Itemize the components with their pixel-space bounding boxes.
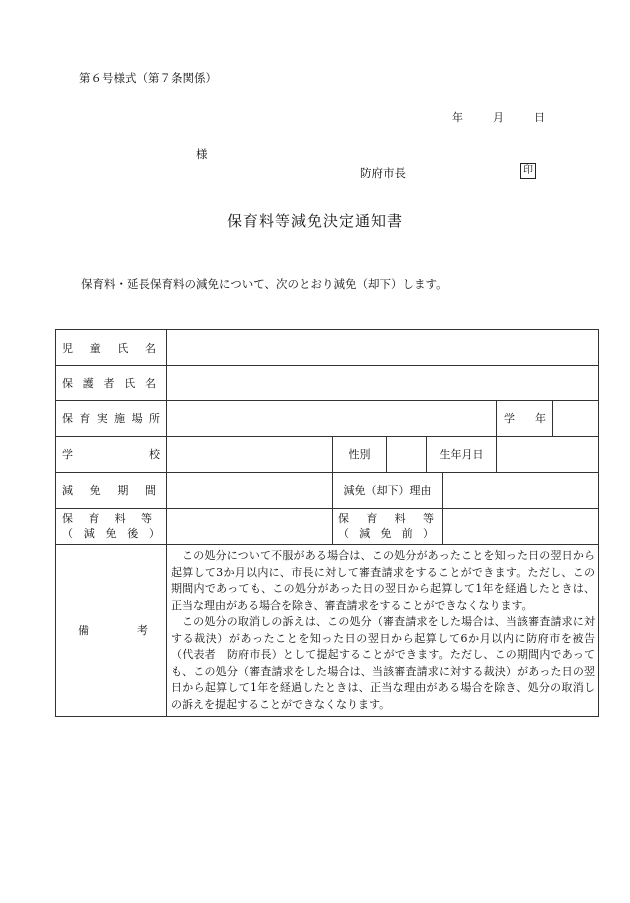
reason-value[interactable] [443, 472, 597, 508]
label-remarks: 備 考 [78, 624, 148, 637]
date-year-label: 年 [452, 111, 463, 124]
remarks-paragraph-appeal: この処分について不服がある場合は、この処分があったことを知った日の翌日から起算して3か月以内に、市長に対して審査請求をすることができます。ただし、この期間内であっても、この処分があった日の翌日から起算して1年を経過したときは、正当な理由がある場合を除き、審査請求をすることができなくなります。 [171, 549, 595, 612]
label-child-name: 児 童 氏 名 [62, 341, 156, 355]
label-facility: 保 育 実 施 場 所 [62, 412, 160, 425]
intro-sentence: 保育料・延長保育料の減免について、次のとおり減免（却下）します。 [81, 277, 448, 291]
label-school: 学 校 [62, 448, 160, 461]
label-fee-after: 保 育 料 等 （ 減 免 後 ） [62, 512, 160, 540]
date-line [452, 109, 545, 125]
remarks-text [171, 548, 595, 713]
fee-after-value[interactable] [167, 508, 331, 544]
facility-value[interactable] [167, 400, 495, 436]
issuer-name: 防府市長 [360, 166, 406, 180]
period-value[interactable] [167, 472, 331, 508]
label-grade: 学 年 [504, 412, 546, 425]
birthdate-value[interactable] [497, 436, 597, 472]
label-period: 減 免 期 間 [62, 484, 156, 497]
label-birthdate: 生年月日 [439, 448, 484, 461]
label-sex: 性別 [348, 448, 371, 461]
document-title: 保育料等減免決定通知書 [226, 212, 403, 230]
label-reason: 減免（却下）理由 [343, 484, 432, 497]
remarks-paragraph-lawsuit: この処分の取消しの訴えは、この処分（審査請求をした場合は、当該審査請求に対する裁決）があったことを知った日の翌日から起算して6か月以内に防府市を被告（代表者 防府市長）として提起することができます。ただし、この期間内であっても、この処分（審査請求をした場合は、当該審査請求に対する裁決）があった日の翌日から起算して1年を経過したときは、正当な理由がある場合を除き、処分の取消しの訴えを提起することができなくなります。 [171, 615, 595, 711]
sex-value[interactable] [387, 436, 425, 472]
form-number: 第６号様式（第７条関係） [79, 71, 217, 85]
seal-mark: 印 [520, 163, 536, 179]
date-month-label: 月 [493, 111, 504, 124]
label-guardian-name: 保 護 者 氏 名 [62, 376, 156, 390]
child-name-value[interactable] [167, 330, 597, 365]
school-value[interactable] [167, 436, 331, 472]
date-day-label: 日 [534, 111, 545, 124]
addressee-suffix: 様 [196, 147, 208, 161]
notice-table [55, 329, 599, 717]
fee-before-value[interactable] [443, 508, 597, 544]
label-fee-before: 保 育 料 等 （ 減 免 前 ） [338, 512, 434, 540]
grade-value[interactable] [553, 400, 597, 436]
guardian-name-value[interactable] [167, 365, 597, 400]
